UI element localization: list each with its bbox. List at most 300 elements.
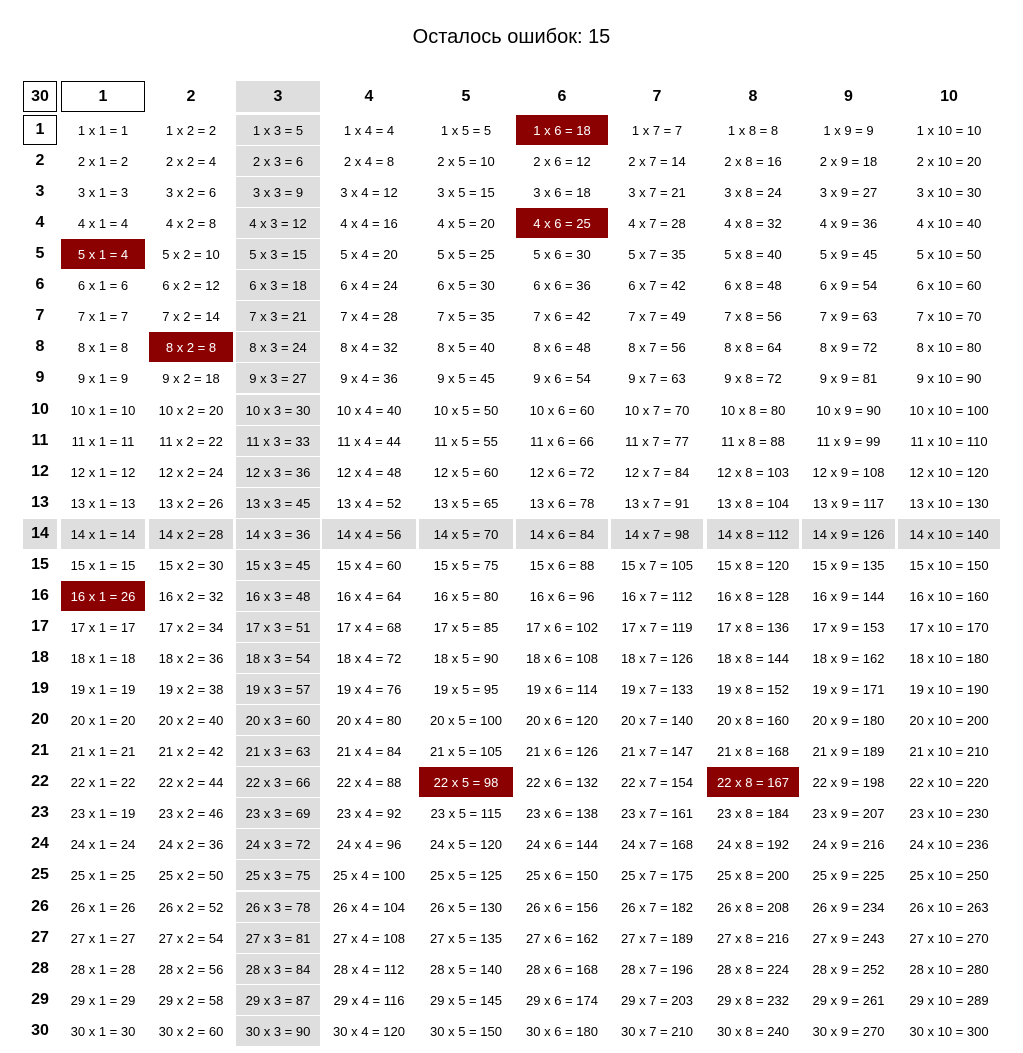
table-cell[interactable]: 14 x 7 = 98 bbox=[611, 519, 703, 549]
table-cell[interactable]: 18 x 6 = 108 bbox=[526, 650, 598, 666]
table-cell[interactable]: 17 x 1 = 17 bbox=[70, 619, 136, 635]
table-cell[interactable]: 27 x 2 = 54 bbox=[158, 930, 224, 946]
table-cell[interactable]: 9 x 4 = 36 bbox=[340, 370, 398, 386]
row-header-15[interactable]: 15 bbox=[31, 556, 49, 573]
table-cell[interactable]: 15 x 2 = 30 bbox=[158, 557, 224, 573]
table-cell[interactable]: 4 x 3 = 12 bbox=[236, 208, 320, 238]
table-cell[interactable]: 10 x 5 = 50 bbox=[433, 402, 499, 418]
table-cell[interactable]: 14 x 6 = 84 bbox=[516, 519, 608, 549]
table-cell[interactable]: 17 x 3 = 51 bbox=[236, 612, 320, 642]
table-cell[interactable]: 24 x 5 = 120 bbox=[430, 836, 502, 852]
table-cell[interactable]: 9 x 7 = 63 bbox=[628, 370, 686, 386]
table-cell[interactable]: 2 x 4 = 8 bbox=[343, 153, 395, 169]
table-cell[interactable]: 9 x 6 = 54 bbox=[533, 370, 591, 386]
table-cell[interactable]: 26 x 6 = 156 bbox=[526, 899, 598, 915]
table-cell[interactable]: 22 x 7 = 154 bbox=[621, 774, 693, 790]
table-cell[interactable]: 10 x 3 = 30 bbox=[236, 395, 320, 425]
table-cell[interactable]: 5 x 3 = 15 bbox=[236, 239, 320, 269]
table-cell[interactable]: 1 x 3 = 5 bbox=[236, 115, 320, 145]
table-cell[interactable]: 8 x 1 = 8 bbox=[77, 339, 129, 355]
row-header-10[interactable]: 10 bbox=[31, 401, 49, 418]
table-cell[interactable]: 17 x 7 = 119 bbox=[621, 619, 693, 635]
table-cell[interactable]: 13 x 6 = 78 bbox=[529, 495, 595, 511]
table-cell-error[interactable]: 16 x 1 = 26 bbox=[61, 581, 145, 611]
table-cell[interactable]: 3 x 1 = 3 bbox=[77, 184, 129, 200]
row-header-17[interactable]: 17 bbox=[31, 618, 49, 635]
table-cell[interactable]: 29 x 9 = 261 bbox=[812, 992, 885, 1008]
table-cell[interactable]: 22 x 2 = 44 bbox=[158, 774, 224, 790]
table-cell[interactable]: 21 x 8 = 168 bbox=[717, 743, 789, 759]
row-header-11[interactable]: 11 bbox=[31, 432, 49, 449]
table-cell[interactable]: 28 x 4 = 112 bbox=[333, 961, 405, 977]
column-header-6[interactable]: 6 bbox=[557, 87, 567, 105]
table-cell[interactable]: 12 x 10 = 120 bbox=[909, 464, 989, 480]
table-cell[interactable]: 17 x 2 = 34 bbox=[158, 619, 224, 635]
table-cell[interactable]: 18 x 2 = 36 bbox=[158, 650, 224, 666]
table-cell[interactable]: 28 x 2 = 56 bbox=[158, 961, 224, 977]
table-cell[interactable]: 28 x 8 = 224 bbox=[717, 961, 789, 977]
table-cell[interactable]: 8 x 8 = 64 bbox=[724, 339, 782, 355]
table-cell[interactable]: 29 x 2 = 58 bbox=[158, 992, 224, 1008]
table-cell[interactable]: 7 x 7 = 49 bbox=[628, 308, 686, 324]
table-cell[interactable]: 9 x 9 = 81 bbox=[819, 370, 878, 386]
table-cell[interactable]: 7 x 8 = 56 bbox=[724, 308, 782, 324]
table-cell[interactable]: 15 x 6 = 88 bbox=[529, 557, 595, 573]
table-cell[interactable]: 8 x 9 = 72 bbox=[819, 339, 878, 355]
column-header-3[interactable]: 3 bbox=[236, 81, 320, 112]
table-cell[interactable]: 21 x 4 = 84 bbox=[336, 743, 402, 759]
table-cell[interactable]: 1 x 9 = 9 bbox=[823, 122, 874, 138]
table-cell[interactable]: 23 x 10 = 230 bbox=[909, 805, 989, 821]
table-cell[interactable]: 22 x 6 = 132 bbox=[526, 774, 598, 790]
table-cell[interactable]: 27 x 9 = 243 bbox=[812, 930, 885, 946]
row-header-9[interactable]: 9 bbox=[35, 369, 45, 386]
table-cell[interactable]: 19 x 5 = 95 bbox=[433, 681, 499, 697]
table-cell[interactable]: 19 x 3 = 57 bbox=[236, 674, 320, 704]
table-cell[interactable]: 23 x 1 = 19 bbox=[70, 805, 136, 821]
table-cell[interactable]: 25 x 6 = 150 bbox=[526, 867, 598, 883]
table-cell[interactable]: 24 x 4 = 96 bbox=[336, 836, 402, 852]
table-cell[interactable]: 4 x 9 = 36 bbox=[819, 215, 878, 231]
table-cell[interactable]: 21 x 6 = 126 bbox=[526, 743, 598, 759]
table-cell[interactable]: 25 x 7 = 175 bbox=[621, 867, 693, 883]
table-cell[interactable]: 25 x 2 = 50 bbox=[158, 867, 224, 883]
table-cell[interactable]: 3 x 10 = 30 bbox=[916, 184, 982, 200]
table-cell[interactable]: 18 x 7 = 126 bbox=[621, 650, 693, 666]
table-cell[interactable]: 24 x 2 = 36 bbox=[158, 836, 224, 852]
table-cell[interactable]: 16 x 9 = 144 bbox=[812, 588, 885, 604]
table-cell[interactable]: 14 x 2 = 28 bbox=[149, 519, 233, 549]
table-cell[interactable]: 9 x 3 = 27 bbox=[236, 363, 320, 393]
table-cell[interactable]: 15 x 3 = 45 bbox=[236, 550, 320, 580]
table-cell[interactable]: 22 x 4 = 88 bbox=[336, 774, 402, 790]
table-cell[interactable]: 1 x 10 = 10 bbox=[916, 122, 982, 138]
row-header-6[interactable]: 6 bbox=[35, 276, 45, 293]
table-cell[interactable]: 6 x 9 = 54 bbox=[819, 277, 878, 293]
table-cell[interactable]: 14 x 4 = 56 bbox=[322, 519, 416, 549]
table-cell[interactable]: 20 x 1 = 20 bbox=[70, 712, 136, 728]
column-header-1[interactable]: 1 bbox=[61, 81, 145, 112]
table-cell-error[interactable]: 4 x 6 = 25 bbox=[516, 208, 608, 238]
row-header-1[interactable]: 1 bbox=[23, 115, 57, 145]
table-cell[interactable]: 27 x 1 = 27 bbox=[70, 930, 136, 946]
table-cell[interactable]: 24 x 1 = 24 bbox=[70, 836, 136, 852]
table-cell[interactable]: 26 x 7 = 182 bbox=[621, 899, 693, 915]
table-cell[interactable]: 1 x 4 = 4 bbox=[343, 122, 395, 138]
table-cell[interactable]: 17 x 4 = 68 bbox=[336, 619, 402, 635]
table-cell[interactable]: 20 x 2 = 40 bbox=[158, 712, 224, 728]
row-header-12[interactable]: 12 bbox=[31, 463, 49, 480]
table-cell[interactable]: 24 x 6 = 144 bbox=[526, 836, 598, 852]
table-cell[interactable]: 24 x 7 = 168 bbox=[621, 836, 693, 852]
table-cell[interactable]: 8 x 5 = 40 bbox=[437, 339, 495, 355]
table-cell[interactable]: 21 x 9 = 189 bbox=[812, 743, 885, 759]
table-cell[interactable]: 20 x 4 = 80 bbox=[336, 712, 402, 728]
table-cell[interactable]: 14 x 8 = 112 bbox=[707, 519, 799, 549]
table-cell[interactable]: 12 x 9 = 108 bbox=[812, 464, 885, 480]
table-cell[interactable]: 27 x 6 = 162 bbox=[526, 930, 598, 946]
table-cell[interactable]: 30 x 3 = 90 bbox=[236, 1016, 320, 1046]
table-cell-error[interactable]: 22 x 8 = 167 bbox=[707, 767, 799, 797]
table-cell[interactable]: 3 x 5 = 15 bbox=[437, 184, 495, 200]
table-cell[interactable]: 29 x 6 = 174 bbox=[526, 992, 598, 1008]
table-cell[interactable]: 2 x 5 = 10 bbox=[437, 153, 495, 169]
table-cell[interactable]: 4 x 1 = 4 bbox=[77, 215, 129, 231]
column-header-7[interactable]: 7 bbox=[652, 87, 662, 105]
table-cell[interactable]: 13 x 10 = 130 bbox=[909, 495, 989, 511]
table-cell[interactable]: 24 x 9 = 216 bbox=[812, 836, 885, 852]
table-cell[interactable]: 12 x 4 = 48 bbox=[336, 464, 402, 480]
row-header-26[interactable]: 26 bbox=[31, 898, 49, 915]
table-cell[interactable]: 28 x 10 = 280 bbox=[909, 961, 989, 977]
table-cell[interactable]: 11 x 4 = 44 bbox=[337, 433, 401, 449]
table-cell[interactable]: 26 x 10 = 263 bbox=[909, 899, 989, 915]
table-cell[interactable]: 23 x 2 = 46 bbox=[158, 805, 224, 821]
table-cell[interactable]: 6 x 3 = 18 bbox=[236, 270, 320, 300]
table-cell[interactable]: 5 x 6 = 30 bbox=[533, 246, 591, 262]
table-cell[interactable]: 19 x 2 = 38 bbox=[158, 681, 224, 697]
table-cell[interactable]: 12 x 8 = 103 bbox=[717, 464, 789, 480]
table-cell[interactable]: 27 x 7 = 189 bbox=[621, 930, 693, 946]
table-cell[interactable]: 10 x 7 = 70 bbox=[624, 402, 690, 418]
table-cell[interactable]: 4 x 4 = 16 bbox=[340, 215, 398, 231]
table-cell[interactable]: 30 x 6 = 180 bbox=[526, 1023, 598, 1039]
row-header-2[interactable]: 2 bbox=[35, 152, 45, 169]
table-cell[interactable]: 7 x 4 = 28 bbox=[340, 308, 398, 324]
row-header-7[interactable]: 7 bbox=[35, 307, 45, 324]
table-cell[interactable]: 29 x 10 = 289 bbox=[909, 992, 989, 1008]
table-cell[interactable]: 16 x 10 = 160 bbox=[909, 588, 989, 604]
table-cell[interactable]: 15 x 5 = 75 bbox=[433, 557, 499, 573]
table-cell[interactable]: 28 x 6 = 168 bbox=[526, 961, 598, 977]
row-header-21[interactable]: 21 bbox=[31, 742, 49, 759]
row-header-5[interactable]: 5 bbox=[35, 245, 45, 262]
table-cell[interactable]: 29 x 7 = 203 bbox=[621, 992, 693, 1008]
table-cell[interactable]: 10 x 8 = 80 bbox=[720, 402, 786, 418]
row-header-25[interactable]: 25 bbox=[31, 866, 49, 883]
table-cell[interactable]: 10 x 6 = 60 bbox=[529, 402, 595, 418]
table-cell[interactable]: 27 x 4 = 108 bbox=[333, 930, 405, 946]
table-cell[interactable]: 8 x 6 = 48 bbox=[533, 339, 591, 355]
table-cell[interactable]: 16 x 7 = 112 bbox=[621, 588, 693, 604]
table-cell[interactable]: 11 x 1 = 11 bbox=[71, 433, 135, 449]
table-cell[interactable]: 24 x 10 = 236 bbox=[909, 836, 989, 852]
table-cell[interactable]: 12 x 7 = 84 bbox=[624, 464, 690, 480]
column-header-8[interactable]: 8 bbox=[748, 87, 758, 105]
column-header-4[interactable]: 4 bbox=[364, 87, 374, 105]
table-cell[interactable]: 21 x 7 = 147 bbox=[621, 743, 693, 759]
table-cell[interactable]: 17 x 10 = 170 bbox=[909, 619, 989, 635]
table-cell[interactable]: 2 x 3 = 6 bbox=[236, 146, 320, 176]
table-cell[interactable]: 2 x 6 = 12 bbox=[533, 153, 591, 169]
row-header-18[interactable]: 18 bbox=[31, 649, 49, 666]
table-cell[interactable]: 19 x 8 = 152 bbox=[717, 681, 789, 697]
table-cell[interactable]: 27 x 5 = 135 bbox=[430, 930, 502, 946]
table-cell[interactable]: 6 x 10 = 60 bbox=[916, 277, 982, 293]
table-cell[interactable]: 30 x 7 = 210 bbox=[621, 1023, 693, 1039]
table-cell[interactable]: 13 x 5 = 65 bbox=[433, 495, 499, 511]
table-cell[interactable]: 16 x 6 = 96 bbox=[529, 588, 595, 604]
table-cell[interactable]: 3 x 4 = 12 bbox=[340, 184, 398, 200]
table-cell[interactable]: 27 x 3 = 81 bbox=[236, 923, 320, 953]
table-cell[interactable]: 13 x 1 = 13 bbox=[70, 495, 136, 511]
table-cell[interactable]: 23 x 6 = 138 bbox=[526, 805, 598, 821]
table-cell[interactable]: 26 x 8 = 208 bbox=[717, 899, 789, 915]
table-cell[interactable]: 7 x 6 = 42 bbox=[533, 308, 591, 324]
table-cell[interactable]: 13 x 9 = 117 bbox=[813, 495, 884, 511]
table-cell[interactable]: 13 x 3 = 45 bbox=[236, 488, 320, 518]
table-cell[interactable]: 8 x 10 = 80 bbox=[916, 339, 982, 355]
table-cell[interactable]: 10 x 10 = 100 bbox=[909, 402, 989, 418]
table-cell[interactable]: 9 x 2 = 18 bbox=[162, 370, 220, 386]
table-cell[interactable]: 4 x 10 = 40 bbox=[916, 215, 982, 231]
table-cell[interactable]: 30 x 9 = 270 bbox=[812, 1023, 885, 1039]
table-cell[interactable]: 1 x 1 = 1 bbox=[77, 122, 129, 138]
table-cell[interactable]: 26 x 5 = 130 bbox=[430, 899, 502, 915]
table-cell[interactable]: 11 x 9 = 99 bbox=[816, 433, 881, 449]
table-cell[interactable]: 20 x 9 = 180 bbox=[812, 712, 885, 728]
table-cell[interactable]: 19 x 10 = 190 bbox=[909, 681, 989, 697]
table-cell[interactable]: 26 x 1 = 26 bbox=[70, 899, 136, 915]
table-cell[interactable]: 21 x 5 = 105 bbox=[430, 743, 502, 759]
table-cell[interactable]: 18 x 1 = 18 bbox=[70, 650, 136, 666]
table-cell[interactable]: 21 x 3 = 63 bbox=[236, 736, 320, 766]
table-cell[interactable]: 21 x 2 = 42 bbox=[158, 743, 224, 759]
table-cell[interactable]: 26 x 9 = 234 bbox=[812, 899, 885, 915]
table-cell[interactable]: 11 x 7 = 77 bbox=[625, 433, 689, 449]
table-cell[interactable]: 22 x 3 = 66 bbox=[236, 767, 320, 797]
table-cell[interactable]: 30 x 8 = 240 bbox=[717, 1023, 789, 1039]
table-cell[interactable]: 27 x 10 = 270 bbox=[909, 930, 989, 946]
table-cell[interactable]: 6 x 4 = 24 bbox=[340, 277, 398, 293]
table-cell[interactable]: 13 x 2 = 26 bbox=[158, 495, 224, 511]
table-cell[interactable]: 2 x 10 = 20 bbox=[916, 153, 982, 169]
table-cell[interactable]: 3 x 8 = 24 bbox=[724, 184, 782, 200]
table-cell[interactable]: 13 x 8 = 104 bbox=[717, 495, 789, 511]
table-cell[interactable]: 5 x 4 = 20 bbox=[340, 246, 398, 262]
table-cell-error[interactable]: 1 x 6 = 18 bbox=[516, 115, 608, 145]
table-cell[interactable]: 26 x 4 = 104 bbox=[333, 899, 405, 915]
table-cell[interactable]: 19 x 1 = 19 bbox=[70, 681, 136, 697]
table-cell[interactable]: 15 x 7 = 105 bbox=[621, 557, 693, 573]
table-cell[interactable]: 25 x 5 = 125 bbox=[430, 867, 502, 883]
table-cell[interactable]: 3 x 3 = 9 bbox=[236, 177, 320, 207]
table-cell[interactable]: 6 x 1 = 6 bbox=[77, 277, 129, 293]
table-cell[interactable]: 16 x 8 = 128 bbox=[717, 588, 789, 604]
row-header-24[interactable]: 24 bbox=[31, 835, 49, 852]
row-header-14[interactable]: 14 bbox=[23, 519, 57, 549]
table-cell[interactable]: 1 x 5 = 5 bbox=[440, 122, 492, 138]
table-cell[interactable]: 5 x 7 = 35 bbox=[628, 246, 686, 262]
table-cell[interactable]: 29 x 1 = 29 bbox=[70, 992, 136, 1008]
table-cell[interactable]: 24 x 3 = 72 bbox=[236, 829, 320, 859]
table-cell[interactable]: 12 x 2 = 24 bbox=[158, 464, 224, 480]
row-header-20[interactable]: 20 bbox=[31, 711, 49, 728]
row-header-8[interactable]: 8 bbox=[35, 338, 45, 355]
table-cell[interactable]: 22 x 9 = 198 bbox=[812, 774, 885, 790]
table-cell[interactable]: 1 x 7 = 7 bbox=[631, 122, 683, 138]
table-cell[interactable]: 10 x 4 = 40 bbox=[336, 402, 402, 418]
table-cell[interactable]: 20 x 3 = 60 bbox=[236, 705, 320, 735]
table-cell[interactable]: 2 x 8 = 16 bbox=[724, 153, 782, 169]
table-cell[interactable]: 18 x 3 = 54 bbox=[236, 643, 320, 673]
table-cell[interactable]: 9 x 1 = 9 bbox=[77, 370, 129, 386]
table-cell[interactable]: 11 x 5 = 55 bbox=[434, 433, 498, 449]
table-cell[interactable]: 23 x 8 = 184 bbox=[717, 805, 789, 821]
table-cell[interactable]: 16 x 4 = 64 bbox=[336, 588, 402, 604]
table-cell[interactable]: 3 x 2 = 6 bbox=[165, 184, 217, 200]
table-cell[interactable]: 19 x 6 = 114 bbox=[526, 681, 598, 697]
table-cell[interactable]: 14 x 5 = 70 bbox=[419, 519, 513, 549]
table-cell[interactable]: 25 x 1 = 25 bbox=[70, 867, 136, 883]
table-cell[interactable]: 3 x 7 = 21 bbox=[628, 184, 686, 200]
table-cell[interactable]: 2 x 9 = 18 bbox=[819, 153, 878, 169]
table-cell[interactable]: 4 x 7 = 28 bbox=[628, 215, 686, 231]
table-cell[interactable]: 16 x 5 = 80 bbox=[433, 588, 499, 604]
table-cell[interactable]: 8 x 4 = 32 bbox=[340, 339, 398, 355]
table-cell[interactable]: 30 x 2 = 60 bbox=[158, 1023, 224, 1039]
table-cell[interactable]: 15 x 10 = 150 bbox=[909, 557, 989, 573]
table-cell[interactable]: 11 x 6 = 66 bbox=[530, 433, 594, 449]
table-cell[interactable]: 15 x 8 = 120 bbox=[717, 557, 789, 573]
table-cell[interactable]: 14 x 10 = 140 bbox=[898, 519, 1000, 549]
table-cell[interactable]: 29 x 4 = 116 bbox=[333, 992, 405, 1008]
table-cell[interactable]: 12 x 1 = 12 bbox=[70, 464, 136, 480]
table-cell[interactable]: 12 x 3 = 36 bbox=[236, 457, 320, 487]
table-cell[interactable]: 4 x 5 = 20 bbox=[437, 215, 495, 231]
table-cell[interactable]: 21 x 1 = 21 bbox=[70, 743, 136, 759]
table-cell[interactable]: 23 x 7 = 161 bbox=[621, 805, 693, 821]
table-cell[interactable]: 23 x 5 = 115 bbox=[430, 805, 502, 821]
table-cell[interactable]: 15 x 4 = 60 bbox=[336, 557, 402, 573]
table-cell[interactable]: 5 x 2 = 10 bbox=[162, 246, 220, 262]
table-cell[interactable]: 5 x 8 = 40 bbox=[724, 246, 782, 262]
row-header-4[interactable]: 4 bbox=[35, 214, 45, 231]
table-cell[interactable]: 1 x 8 = 8 bbox=[727, 122, 779, 138]
table-cell[interactable]: 27 x 8 = 216 bbox=[717, 930, 789, 946]
table-cell[interactable]: 25 x 10 = 250 bbox=[909, 867, 989, 883]
table-cell[interactable]: 1 x 2 = 2 bbox=[165, 122, 217, 138]
table-cell[interactable]: 25 x 3 = 75 bbox=[236, 860, 320, 890]
row-header-16[interactable]: 16 bbox=[31, 587, 49, 604]
table-cell[interactable]: 8 x 7 = 56 bbox=[628, 339, 686, 355]
row-header-13[interactable]: 13 bbox=[31, 494, 49, 511]
table-cell[interactable]: 28 x 1 = 28 bbox=[70, 961, 136, 977]
table-cell[interactable]: 19 x 4 = 76 bbox=[336, 681, 402, 697]
row-header-27[interactable]: 27 bbox=[31, 929, 49, 946]
table-cell[interactable]: 16 x 3 = 48 bbox=[236, 581, 320, 611]
table-cell[interactable]: 28 x 5 = 140 bbox=[430, 961, 502, 977]
table-cell[interactable]: 20 x 6 = 120 bbox=[526, 712, 598, 728]
column-header-9[interactable]: 9 bbox=[844, 87, 853, 105]
table-cell[interactable]: 12 x 6 = 72 bbox=[529, 464, 595, 480]
table-cell[interactable]: 20 x 7 = 140 bbox=[621, 712, 693, 728]
table-cell[interactable]: 17 x 5 = 85 bbox=[433, 619, 499, 635]
table-cell[interactable]: 7 x 10 = 70 bbox=[916, 308, 982, 324]
table-cell[interactable]: 7 x 5 = 35 bbox=[437, 308, 495, 324]
row-header-23[interactable]: 23 bbox=[31, 804, 49, 821]
table-cell[interactable]: 18 x 10 = 180 bbox=[909, 650, 989, 666]
table-cell[interactable]: 12 x 5 = 60 bbox=[433, 464, 499, 480]
table-cell[interactable]: 13 x 4 = 52 bbox=[336, 495, 402, 511]
table-cell[interactable]: 28 x 7 = 196 bbox=[621, 961, 693, 977]
table-cell[interactable]: 30 x 4 = 120 bbox=[333, 1023, 405, 1039]
table-cell[interactable]: 10 x 1 = 10 bbox=[70, 402, 136, 418]
table-cell[interactable]: 8 x 3 = 24 bbox=[236, 332, 320, 362]
table-cell[interactable]: 9 x 5 = 45 bbox=[437, 370, 495, 386]
table-cell[interactable]: 5 x 9 = 45 bbox=[819, 246, 878, 262]
table-cell[interactable]: 30 x 1 = 30 bbox=[70, 1023, 136, 1039]
column-header-5[interactable]: 5 bbox=[461, 87, 471, 105]
table-cell[interactable]: 18 x 8 = 144 bbox=[717, 650, 789, 666]
table-cell[interactable]: 23 x 4 = 92 bbox=[336, 805, 402, 821]
table-cell[interactable]: 11 x 8 = 88 bbox=[721, 433, 785, 449]
table-cell[interactable]: 26 x 2 = 52 bbox=[158, 899, 224, 915]
table-cell[interactable]: 19 x 7 = 133 bbox=[621, 681, 693, 697]
table-cell[interactable]: 26 x 3 = 78 bbox=[236, 892, 320, 922]
table-cell-error[interactable]: 8 x 2 = 8 bbox=[149, 332, 233, 362]
table-cell[interactable]: 28 x 3 = 84 bbox=[236, 954, 320, 984]
table-cell[interactable]: 28 x 9 = 252 bbox=[812, 961, 885, 977]
table-cell[interactable]: 20 x 10 = 200 bbox=[909, 712, 989, 728]
table-cell[interactable]: 7 x 1 = 7 bbox=[77, 308, 129, 324]
table-cell[interactable]: 9 x 8 = 72 bbox=[724, 370, 782, 386]
table-cell[interactable]: 11 x 10 = 110 bbox=[910, 433, 988, 449]
table-cell-error[interactable]: 5 x 1 = 4 bbox=[61, 239, 145, 269]
table-cell[interactable]: 17 x 9 = 153 bbox=[812, 619, 885, 635]
table-cell[interactable]: 11 x 3 = 33 bbox=[236, 426, 320, 456]
table-cell[interactable]: 25 x 4 = 100 bbox=[333, 867, 405, 883]
table-cell[interactable]: 7 x 2 = 14 bbox=[162, 308, 220, 324]
row-header-22[interactable]: 22 bbox=[31, 773, 49, 790]
table-cell[interactable]: 13 x 7 = 91 bbox=[624, 495, 690, 511]
row-header-28[interactable]: 28 bbox=[31, 960, 49, 977]
table-cell[interactable]: 14 x 1 = 14 bbox=[61, 519, 145, 549]
table-cell[interactable]: 9 x 10 = 90 bbox=[916, 370, 982, 386]
table-cell[interactable]: 25 x 8 = 200 bbox=[717, 867, 789, 883]
table-cell[interactable]: 24 x 8 = 192 bbox=[717, 836, 789, 852]
table-cell[interactable]: 15 x 9 = 135 bbox=[812, 557, 885, 573]
table-cell[interactable]: 20 x 8 = 160 bbox=[717, 712, 789, 728]
table-cell-error[interactable]: 22 x 5 = 98 bbox=[419, 767, 513, 797]
table-cell[interactable]: 4 x 2 = 8 bbox=[165, 215, 217, 231]
table-cell[interactable]: 6 x 7 = 42 bbox=[628, 277, 686, 293]
table-cell[interactable]: 6 x 6 = 36 bbox=[533, 277, 591, 293]
table-cell[interactable]: 22 x 1 = 22 bbox=[70, 774, 136, 790]
table-cell[interactable]: 17 x 8 = 136 bbox=[717, 619, 789, 635]
table-cell[interactable]: 16 x 2 = 32 bbox=[158, 588, 224, 604]
table-cell[interactable]: 22 x 10 = 220 bbox=[909, 774, 989, 790]
